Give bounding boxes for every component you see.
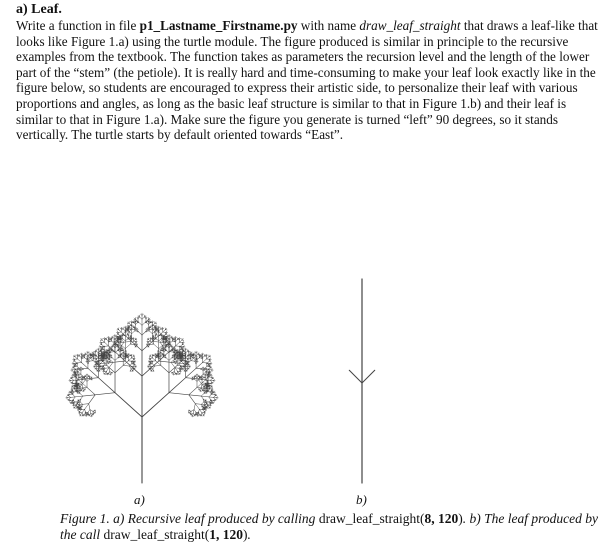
- leaf-stroke: [73, 387, 75, 389]
- leaf-stroke: [206, 370, 208, 372]
- leaf-stroke: [195, 404, 199, 410]
- leaf-stroke: [209, 397, 214, 398]
- leaf-stroke: [106, 368, 108, 371]
- leaf-stroke: [204, 369, 206, 372]
- leaf-stroke: [169, 393, 189, 395]
- figure-b-label: b): [356, 492, 367, 507]
- leaf-stroke: [122, 338, 125, 341]
- leaf-stroke: [104, 342, 108, 346]
- leaf-stroke: [109, 362, 113, 368]
- leaf-stroke: [109, 368, 110, 372]
- leaf-stroke: [133, 340, 135, 342]
- leaf-stroke: [194, 356, 196, 358]
- leaf-stroke: [75, 357, 77, 359]
- leaf-stroke: [73, 397, 75, 400]
- leaf-stroke: [70, 392, 72, 394]
- recursive-leaf-figure-a: [66, 313, 219, 483]
- leaf-stroke: [75, 361, 77, 363]
- leaf-stroke: [99, 362, 101, 364]
- leaf-stroke: [95, 393, 115, 395]
- leaf-stroke: [115, 365, 123, 372]
- leaf-stroke: [72, 378, 74, 380]
- leaf-stroke: [207, 361, 209, 363]
- leaf-stroke: [161, 365, 169, 372]
- leaf-stroke: [102, 340, 104, 342]
- leaf-stroke: [132, 341, 142, 350]
- leaf-stroke: [209, 397, 211, 400]
- leaf-stroke: [208, 368, 210, 370]
- leaf-stroke: [176, 346, 181, 347]
- leaf-stroke: [83, 395, 95, 396]
- leaf-stroke: [103, 363, 105, 366]
- leaf-stroke: [163, 330, 165, 332]
- leaf-stroke: [70, 397, 75, 398]
- leaf-stroke: [125, 338, 128, 341]
- call-a-args: 8, 120: [424, 511, 459, 526]
- leaf-stroke: [176, 342, 180, 346]
- caption-end: .: [247, 526, 251, 542]
- leaf-stroke: [194, 410, 196, 413]
- leaf-stroke: [115, 393, 142, 417]
- leaf-stroke: [154, 344, 159, 349]
- call-a-close: ): [458, 511, 463, 526]
- leaf-stroke: [136, 323, 138, 325]
- leaf-stroke: [142, 317, 144, 319]
- leaf-stroke: [209, 394, 212, 397]
- leaf-stroke: [194, 404, 195, 410]
- leaf-stroke: [115, 356, 120, 361]
- leaf-stroke: [132, 331, 135, 334]
- leaf-stroke: [123, 365, 129, 366]
- leaf-stroke: [206, 357, 208, 359]
- leaf-stroke: [149, 331, 152, 334]
- leaf-stroke: [199, 409, 200, 413]
- para-mid: with name: [297, 18, 360, 33]
- leaf-stroke: [123, 351, 125, 353]
- leaf-stroke: [85, 409, 86, 413]
- leaf-stroke: [142, 341, 152, 350]
- leaf-stroke: [146, 323, 148, 325]
- leaf-stroke: [156, 338, 159, 341]
- leaf-stroke: [75, 396, 83, 397]
- leaf-stroke: [72, 394, 75, 397]
- leaf-stroke: [153, 358, 156, 361]
- leaf-stroke: [86, 354, 88, 356]
- leaf-stroke: [78, 392, 83, 397]
- leaf-stroke: [164, 356, 169, 361]
- leaf-stroke: [152, 323, 154, 325]
- leaf-stroke: [142, 393, 169, 417]
- leaf-stroke: [201, 396, 209, 397]
- leaf-stroke: [69, 396, 71, 398]
- leaf-stroke: [189, 395, 201, 396]
- leaf-stroke: [197, 387, 203, 388]
- leaf-stroke: [201, 392, 206, 397]
- leaf-stroke: [82, 384, 83, 388]
- leaf-stroke: [169, 378, 186, 393]
- leaf-stroke: [201, 396, 205, 402]
- leaf-stroke: [214, 396, 216, 398]
- leaf-stroke: [142, 322, 146, 326]
- simple-leaf-figure-b: [349, 279, 374, 483]
- leaf-stroke: [362, 370, 375, 383]
- leaf-stroke: [149, 340, 151, 342]
- leaf-stroke: [195, 404, 201, 405]
- figure-caption: [60, 511, 600, 542]
- leaf-stroke: [136, 329, 142, 335]
- leaf-stroke: [212, 392, 214, 394]
- leaf-stroke: [180, 340, 182, 342]
- leaf-stroke: [196, 363, 202, 369]
- leaf-stroke: [73, 375, 75, 377]
- leaf-stroke: [189, 387, 197, 394]
- leaf-stroke: [349, 370, 362, 383]
- call-b-close: ): [242, 526, 248, 542]
- leaf-stroke: [202, 380, 205, 383]
- leaf-stroke: [89, 404, 90, 410]
- leaf-stroke: [110, 356, 115, 361]
- leaf-stroke: [195, 379, 197, 381]
- para-rest: that draws a leaf-like that looks like Figure 1.a) using the turtle module. The figure produced is similar in principle to the recursive examples from the textbook. The function takes as parameters the recursion level and the length of the lower part of the “stem” (the petiole). It is really hard and time-consuming to make your leaf look exactly like in the figure below, so students are encouraged to express their artistic side, to personalize their leaf with various proportions and angles, as long as the basic leaf structure is similar to that in Figure 1.b) and their leaf is similar to that in Figure 1.a). Make sure the figure you generate is turned “left” 90 degrees, so it stands vertically. The turtle starts by default oriented towards “East”.: [16, 18, 598, 143]
- file-name: p1_Lastname_Firstname.py: [139, 18, 298, 33]
- leaf-stroke: [174, 368, 175, 372]
- caption-prefix: Figure 1. a) Recursive leaf produced by calling: [60, 511, 319, 526]
- leaf-stroke: [83, 404, 89, 405]
- leaf-stroke: [78, 359, 82, 363]
- leaf-stroke: [183, 362, 185, 364]
- leaf-stroke: [104, 346, 109, 347]
- figure-a-label: a): [134, 492, 145, 507]
- call-b-args: 1, 120: [209, 526, 243, 542]
- leaf-stroke: [196, 354, 198, 356]
- leaf-stroke: [142, 329, 148, 335]
- leaf-stroke: [179, 363, 181, 366]
- leaf-stroke: [79, 380, 82, 383]
- leaf-stroke: [122, 342, 124, 345]
- leaf-stroke: [119, 330, 121, 332]
- leaf-stroke: [102, 345, 104, 347]
- leaf-stroke: [210, 378, 212, 380]
- para-intro: Write a function in file: [16, 18, 140, 33]
- leaf-stroke: [175, 368, 177, 371]
- leaf-stroke: [88, 410, 90, 413]
- leaf-stroke: [191, 356, 193, 358]
- leaf-stroke: [140, 317, 142, 319]
- caption-mid: . b) The leaf produced by the call: [60, 511, 598, 542]
- leaf-stroke: [186, 351, 188, 353]
- leaf-stroke: [160, 342, 162, 345]
- leaf-stroke: [171, 362, 175, 368]
- function-name: draw_leaf_straight: [359, 18, 461, 33]
- leaf-stroke: [91, 356, 93, 358]
- section-heading: a) Leaf.: [16, 2, 62, 17]
- leaf-stroke: [125, 344, 130, 349]
- leaf-stroke: [80, 368, 88, 369]
- leaf-stroke: [78, 369, 80, 372]
- leaf-stroke: [159, 338, 162, 341]
- leaf-stroke: [209, 387, 211, 389]
- leaf-stroke: [76, 370, 78, 372]
- leaf-stroke: [199, 409, 201, 412]
- leaf-stroke: [129, 323, 131, 325]
- leaf-stroke: [80, 402, 82, 404]
- call-b-name: draw_leaf_straight(: [103, 526, 210, 542]
- leaf-stroke: [82, 409, 84, 412]
- call-a-name: draw_leaf_straight(: [318, 511, 425, 526]
- leaf-stroke: [96, 351, 98, 353]
- leaf-stroke: [169, 356, 174, 361]
- leaf-stroke: [201, 402, 203, 404]
- leaf-stroke: [169, 338, 171, 340]
- leaf-stroke: [138, 322, 142, 326]
- leaf-stroke: [131, 356, 133, 358]
- leaf-stroke: [82, 363, 88, 369]
- leaf-stroke: [87, 379, 89, 381]
- leaf-stroke: [189, 395, 195, 404]
- leaf-stroke: [74, 368, 76, 370]
- leaf-stroke: [85, 404, 89, 410]
- leaf-stroke: [89, 395, 95, 404]
- leaf-stroke: [180, 345, 182, 347]
- leaf-stroke: [203, 359, 207, 363]
- leaf-stroke: [169, 352, 177, 353]
- leaf-stroke: [87, 387, 95, 394]
- leaf-stroke: [155, 365, 161, 366]
- leaf-stroke: [79, 396, 83, 402]
- leaf-stroke: [120, 336, 125, 337]
- leaf-stroke: [81, 387, 87, 388]
- leaf-stroke: [113, 338, 115, 340]
- leaf-stroke: [196, 368, 204, 369]
- leaf-stroke: [128, 358, 131, 361]
- leaf-stroke: [88, 356, 90, 358]
- leaf-stroke: [201, 384, 202, 388]
- leaf-stroke: [159, 351, 161, 353]
- leaf-stroke: [151, 356, 153, 358]
- leaf-stroke: [209, 375, 211, 377]
- leaf-stroke: [98, 378, 115, 393]
- leaf-stroke: [107, 352, 115, 353]
- leaf-stroke: [159, 336, 164, 337]
